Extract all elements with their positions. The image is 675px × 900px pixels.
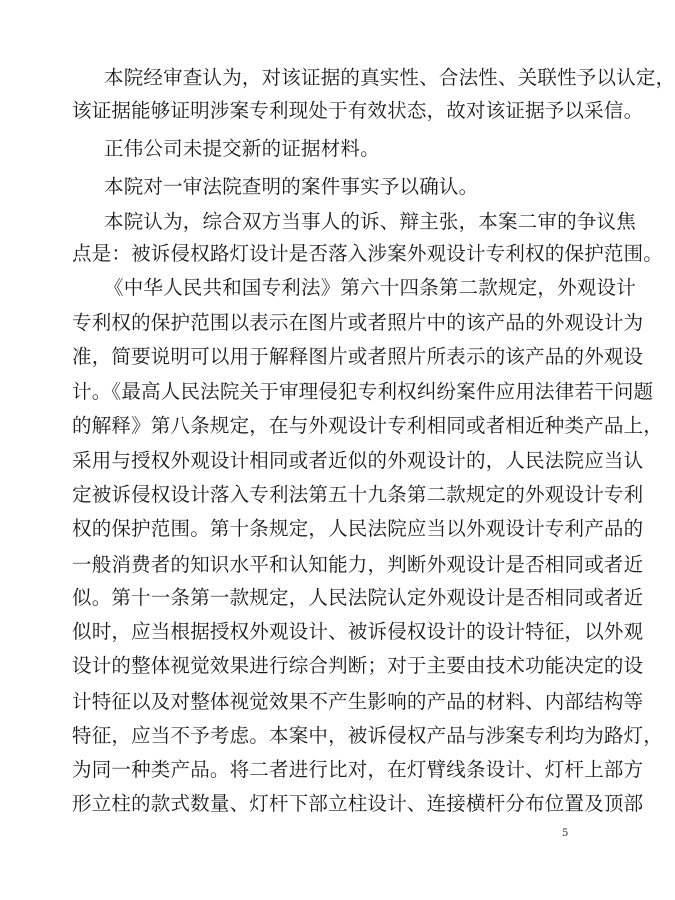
text-line: 本院对一审法院查明的案件事实予以确认。 (104, 175, 479, 198)
text-line: 本院经审查认为，对该证据的真实性、合法性、关联性予以认定， (104, 66, 675, 89)
text-line: 点是：被诉侵权路灯设计是否落入涉案外观设计专利权的保护范围。 (72, 242, 664, 265)
text-line: 该证据能够证明涉案专利现处于有效状态，故对该证据予以采信。 (72, 99, 644, 122)
text-line: 计特征以及对整体视觉效果不产生影响的产品的材料、内部结构等 (72, 690, 644, 713)
text-line: 本院认为，综合双方当事人的诉、辩主张，本案二审的争议焦 (104, 210, 636, 233)
text-line: 正伟公司未提交新的证据材料。 (104, 137, 380, 160)
text-line: 计。《最高人民法院关于审理侵犯专利权纠纷案件应用法律若干问题 (72, 380, 654, 403)
text-line: 似时，应当根据授权外观设计、被诉侵权设计的设计特征，以外观 (72, 620, 644, 643)
text-line: 准，简要说明可以用于解释图片或者照片所表示的该产品的外观设 (72, 345, 644, 368)
text-line: 定被诉侵权设计落入专利法第五十九条第二款规定的外观设计专利 (72, 483, 644, 506)
text-line: 采用与授权外观设计相同或者近似的外观设计的，人民法院应当认 (72, 449, 644, 472)
text-line: 为同一种类产品。将二者进行比对，在灯臂线条设计、灯杆上部方 (72, 758, 644, 781)
text-line: 一般消费者的知识水平和认知能力，判断外观设计是否相同或者近 (72, 553, 644, 576)
text-line: 似。第十一条第一款规定，人民法院认定外观设计是否相同或者近 (72, 586, 644, 609)
page-number: 5 (562, 828, 569, 839)
text-line: 设计的整体视觉效果进行综合判断；对于主要由技术功能决定的设 (72, 654, 644, 677)
text-line: 特征，应当不予考虑。本案中，被诉侵权产品与涉案专利均为路灯， (72, 724, 664, 747)
text-line: 《中华人民共和国专利法》第六十四条第二款规定，外观设计 (104, 276, 636, 299)
text-line: 的解释》第八条规定，在与外观设计专利相同或者相近种类产品上， (72, 414, 664, 437)
text-line: 形立柱的款式数量、灯杆下部立柱设计、连接横杆分布位置及顶部 (72, 792, 644, 815)
text-line: 权的保护范围。第十条规定，人民法院应当以外观设计专利产品的 (72, 517, 644, 540)
text-line: 专利权的保护范围以表示在图片或者照片中的该产品的外观设计为 (72, 311, 644, 334)
